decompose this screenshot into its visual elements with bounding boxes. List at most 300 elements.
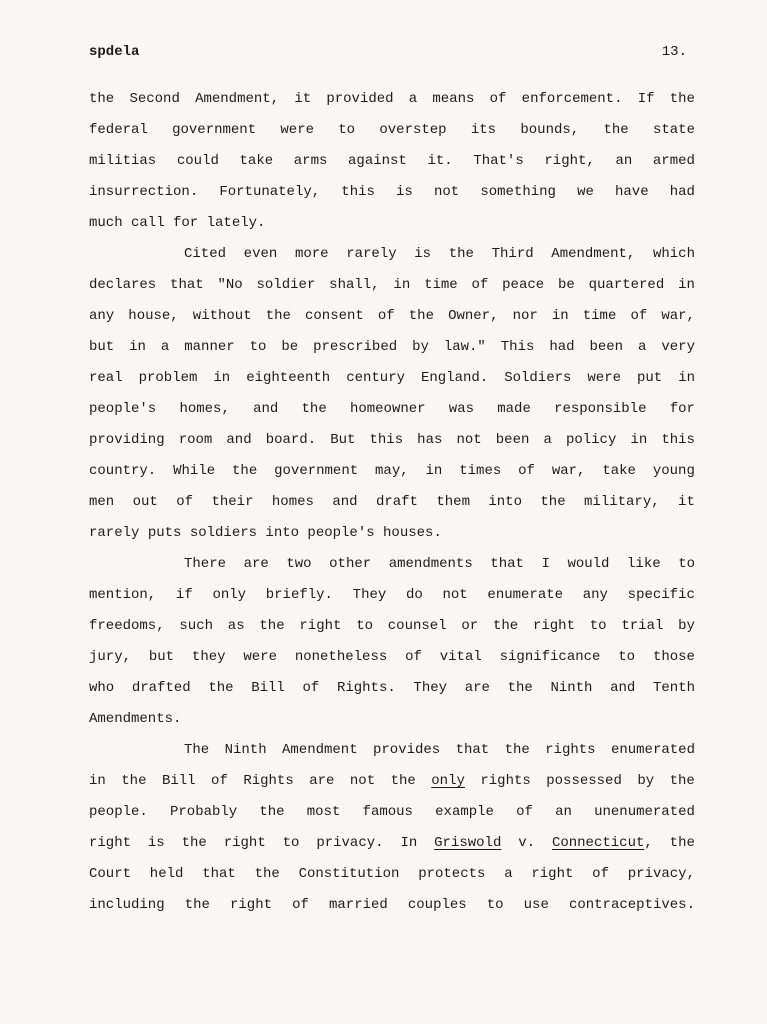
word: of — [302, 680, 320, 696]
word: the — [184, 897, 210, 913]
underlined-word: Connecticut — [551, 835, 645, 851]
word: the — [181, 835, 207, 851]
word: militias — [89, 153, 157, 169]
word: I — [541, 556, 550, 572]
word: take — [239, 153, 274, 169]
word: a — [504, 866, 513, 882]
word: do — [405, 587, 423, 603]
word: the — [259, 618, 285, 634]
word: house, — [128, 308, 179, 324]
word: the — [121, 773, 147, 789]
word: insurrection. — [89, 184, 199, 200]
word: war, — [661, 308, 695, 324]
word: are — [464, 680, 490, 696]
word: the — [603, 122, 629, 138]
word: famous — [362, 804, 413, 820]
word: draft — [375, 494, 418, 510]
word: The — [184, 742, 210, 758]
word: Amendment, — [195, 91, 280, 107]
word: drafted — [131, 680, 191, 696]
word: including — [89, 897, 165, 913]
word: made — [497, 401, 531, 417]
word: been — [589, 339, 624, 355]
word: freedoms, — [89, 618, 165, 634]
word: an — [615, 153, 633, 169]
word: had — [549, 339, 575, 355]
word: to — [678, 556, 695, 572]
word: jury, — [89, 649, 132, 665]
word: right — [531, 866, 574, 882]
word: in — [678, 370, 695, 386]
word: any — [582, 587, 608, 603]
word: people's — [307, 525, 375, 541]
word: held — [149, 866, 184, 882]
word: nor — [512, 308, 538, 324]
word: them — [436, 494, 470, 510]
word: means — [432, 91, 475, 107]
word: of — [489, 91, 507, 107]
word: have — [615, 184, 649, 200]
word: men — [89, 494, 115, 510]
word: this — [661, 432, 695, 448]
word: in — [89, 773, 106, 789]
word: and — [610, 680, 636, 696]
text-line — [89, 429, 695, 460]
word: room — [178, 432, 213, 448]
word: the — [208, 680, 234, 696]
text-line — [89, 367, 695, 398]
word: shall, — [329, 277, 380, 293]
word: put — [636, 370, 663, 386]
word: They — [352, 587, 387, 603]
word: homes — [271, 494, 314, 510]
word: In — [400, 835, 418, 851]
word: in — [630, 432, 648, 448]
word: specific — [627, 587, 695, 603]
word: Probably — [169, 804, 238, 820]
word: Ninth — [224, 742, 267, 758]
word: the — [254, 866, 280, 882]
word: that — [170, 277, 204, 293]
word: of — [516, 804, 533, 820]
word: responsible — [554, 401, 647, 417]
word: any — [89, 308, 115, 324]
word: it — [678, 494, 695, 510]
word: enumerate — [487, 587, 564, 603]
text-line — [89, 863, 695, 894]
word: a — [160, 339, 170, 355]
text-line — [89, 677, 695, 708]
word: provided — [326, 91, 394, 107]
word: to — [282, 835, 300, 851]
word: Bill — [251, 680, 285, 696]
word: such — [179, 618, 214, 634]
word: declares — [89, 277, 157, 293]
word: in — [393, 277, 411, 293]
word: century — [346, 370, 405, 386]
word: But — [330, 432, 356, 448]
word: if — [175, 587, 193, 603]
word: of — [630, 308, 648, 324]
word: overstep — [379, 122, 447, 138]
word: of — [211, 773, 228, 789]
word: While — [173, 463, 216, 479]
word: eighteenth — [246, 370, 331, 386]
word: right — [89, 835, 132, 851]
word: be — [557, 277, 575, 293]
word: the — [265, 308, 291, 324]
word: the — [408, 308, 434, 324]
word: state — [652, 122, 695, 138]
page-number: 13. — [661, 44, 687, 60]
word: in — [551, 308, 569, 324]
word: the — [492, 618, 519, 634]
word: this — [369, 432, 404, 448]
text-line — [89, 801, 695, 832]
word — [431, 770, 465, 801]
word: to — [249, 339, 267, 355]
word: to — [486, 897, 504, 913]
word: we — [577, 184, 594, 200]
word: vital — [439, 649, 482, 665]
word: only — [212, 587, 247, 603]
text-line — [89, 894, 695, 925]
word: people. — [89, 804, 148, 820]
word: of — [377, 308, 395, 324]
word: rights — [545, 742, 596, 758]
word: privacy. — [316, 835, 384, 851]
word: There — [184, 556, 227, 572]
word: not — [442, 587, 468, 603]
word: a — [408, 91, 418, 107]
text-line — [89, 119, 695, 150]
word: of — [176, 494, 194, 510]
word: were — [280, 122, 314, 138]
text-line — [89, 553, 695, 584]
text-line — [89, 274, 695, 305]
word: soldier — [256, 277, 316, 293]
word: most — [306, 804, 341, 820]
word: this — [341, 184, 375, 200]
word: who — [89, 680, 115, 696]
word: out — [132, 494, 158, 510]
word: by — [412, 339, 429, 355]
word: are — [309, 773, 335, 789]
word: board. — [265, 432, 317, 448]
word — [434, 832, 501, 863]
word: may, — [375, 463, 409, 479]
word: bounds, — [520, 122, 580, 138]
word: time — [424, 277, 458, 293]
word: manner — [184, 339, 235, 355]
word: "No — [217, 277, 243, 293]
word: to — [338, 122, 356, 138]
word: Fortunately, — [219, 184, 321, 200]
word: take — [602, 463, 636, 479]
word: counsel — [387, 618, 447, 634]
word: soldiers — [189, 525, 258, 541]
body-text — [89, 88, 695, 925]
word: are — [243, 556, 269, 572]
word: trial — [621, 618, 664, 634]
word: If — [637, 91, 655, 107]
word: were — [587, 370, 621, 386]
word: the — [507, 680, 533, 696]
word: young — [652, 463, 695, 479]
word: people's — [89, 401, 157, 417]
word: houses. — [383, 525, 442, 541]
word: military, — [584, 494, 660, 510]
word: were — [243, 649, 277, 665]
word: mention, — [89, 587, 157, 603]
word: it. — [427, 153, 453, 169]
word: or — [461, 618, 479, 634]
word: the — [390, 773, 416, 789]
word: Ninth — [550, 680, 593, 696]
word: Second — [129, 91, 180, 107]
word: privacy, — [627, 866, 695, 882]
word: amendments — [388, 556, 473, 572]
word: that — [455, 742, 490, 758]
word: Court — [89, 866, 132, 882]
word: Owner, — [448, 308, 499, 324]
word: Amendment, — [551, 246, 636, 262]
word: rarely — [89, 525, 140, 541]
word: in — [213, 370, 231, 386]
word: They — [413, 680, 448, 696]
word: of — [592, 866, 609, 882]
underlined-word: Griswold — [434, 835, 502, 851]
word: its — [470, 122, 497, 138]
text-line — [89, 243, 695, 274]
word: not — [456, 432, 482, 448]
word: problem — [138, 370, 198, 386]
word: much — [89, 215, 123, 231]
word: a — [543, 432, 552, 448]
word: couples — [407, 897, 467, 913]
word: Constitution — [298, 866, 400, 882]
word: that — [202, 866, 236, 882]
word: the — [669, 835, 695, 851]
text-line — [89, 88, 695, 119]
word: the — [89, 91, 115, 107]
word: call — [131, 215, 165, 231]
running-head: spdela — [89, 44, 140, 60]
text-line — [89, 212, 695, 243]
text-line — [89, 708, 695, 739]
word: and — [253, 401, 279, 417]
word: Connecticut, — [551, 835, 653, 851]
word: without — [192, 308, 252, 324]
underlined-word: only — [431, 773, 465, 789]
word: Cited — [184, 246, 227, 262]
word: government — [274, 463, 359, 479]
word: is — [396, 184, 413, 200]
text-line — [89, 646, 695, 677]
word: into — [488, 494, 522, 510]
word: contraceptives. — [568, 897, 695, 913]
word: in — [425, 463, 443, 479]
word: their — [211, 494, 254, 510]
word: armed — [652, 153, 695, 169]
word: like — [627, 556, 661, 572]
word: right — [299, 618, 342, 634]
word: prescribed — [313, 339, 398, 355]
word: significance — [499, 649, 601, 665]
text-line — [89, 491, 695, 522]
word: peace — [502, 277, 545, 293]
word: even — [243, 246, 278, 262]
word: unenumerated — [594, 804, 695, 820]
text-line — [89, 770, 695, 801]
word: rights — [480, 773, 531, 789]
word: times — [459, 463, 502, 479]
word: right — [223, 835, 266, 851]
word: government — [172, 122, 257, 138]
word: to — [589, 618, 607, 634]
word: of — [405, 649, 422, 665]
word: the — [504, 742, 530, 758]
word: had — [669, 184, 695, 200]
word: married — [328, 897, 388, 913]
word: federal — [89, 122, 148, 138]
word: puts — [147, 525, 182, 541]
word: they — [191, 649, 226, 665]
word: consent — [304, 308, 364, 324]
word: law." — [443, 339, 486, 355]
word: right — [230, 897, 273, 913]
text-line — [89, 584, 695, 615]
word: Amendments. — [89, 711, 182, 727]
text-line — [89, 460, 695, 491]
word: for — [173, 215, 199, 231]
word: an — [555, 804, 572, 820]
word: the — [669, 91, 695, 107]
word: Amendment — [281, 742, 358, 758]
word: v. — [518, 835, 536, 851]
word: lately. — [206, 215, 266, 231]
word: example — [435, 804, 494, 820]
word: use — [523, 897, 549, 913]
word: briefly. — [265, 587, 333, 603]
word: homes, — [179, 401, 230, 417]
word: against — [348, 153, 407, 169]
word: the — [259, 804, 285, 820]
word: in — [129, 339, 146, 355]
text-line — [89, 832, 695, 863]
word: enumerated — [610, 742, 695, 758]
word: those — [652, 649, 695, 665]
word: providing — [89, 432, 165, 448]
word: enforcement. — [521, 91, 623, 107]
word: nonetheless — [294, 649, 388, 665]
word: rarely — [346, 246, 397, 262]
word: by — [637, 773, 655, 789]
word: is — [147, 835, 165, 851]
word: time — [582, 308, 617, 324]
word: of — [292, 897, 309, 913]
word: for — [669, 401, 695, 417]
word: the — [301, 401, 327, 417]
word: to — [356, 618, 373, 634]
word: provides — [372, 742, 441, 758]
word: two — [286, 556, 312, 572]
text-line — [89, 615, 695, 646]
word: the — [540, 494, 566, 510]
word: policy — [565, 432, 617, 448]
word: not — [433, 184, 460, 200]
word: something — [480, 184, 556, 200]
word: That's — [473, 153, 524, 169]
word: possessed — [546, 773, 622, 789]
word: right — [532, 618, 575, 634]
word: and — [226, 432, 252, 448]
word: but — [89, 339, 115, 355]
word: country. — [89, 463, 157, 479]
word: This — [500, 339, 535, 355]
word: other — [329, 556, 372, 572]
word: England. — [420, 370, 489, 386]
word: war, — [551, 463, 586, 479]
word: a — [638, 339, 647, 355]
word: Tenth — [652, 680, 695, 696]
word: Soldiers — [504, 370, 572, 386]
word: not — [349, 773, 376, 789]
word: as — [227, 618, 245, 634]
word: quartered — [588, 277, 665, 293]
text-line — [89, 150, 695, 181]
word: is — [414, 246, 432, 262]
text-line — [89, 181, 695, 212]
word: could — [176, 153, 219, 169]
word: Rights — [243, 773, 294, 789]
word: of — [518, 463, 535, 479]
word: would — [567, 556, 610, 572]
word: right, — [544, 153, 595, 169]
text-line — [89, 522, 695, 553]
word: of — [471, 277, 489, 293]
word: arms — [293, 153, 328, 169]
word: but — [148, 649, 175, 665]
word: more — [294, 246, 329, 262]
word: the — [669, 773, 695, 789]
word: that — [490, 556, 524, 572]
word: protects — [418, 866, 486, 882]
word: real — [89, 370, 123, 386]
word: the — [232, 463, 258, 479]
word: into — [265, 525, 300, 541]
word: the — [448, 246, 474, 262]
word: it — [294, 91, 312, 107]
word: by — [678, 618, 695, 634]
word: to — [618, 649, 636, 665]
word: very — [661, 339, 695, 355]
word: Bill — [161, 773, 196, 789]
word: Third — [491, 246, 534, 262]
word: been — [495, 432, 530, 448]
text-line — [89, 336, 695, 367]
text-line — [89, 739, 695, 770]
word: which — [652, 246, 695, 262]
text-line — [89, 305, 695, 336]
word: has — [417, 432, 443, 448]
word: homeowner — [349, 401, 426, 417]
word: Rights. — [336, 680, 396, 696]
word: be — [281, 339, 299, 355]
word: was — [448, 401, 475, 417]
word: in — [678, 277, 695, 293]
text-line — [89, 398, 695, 429]
